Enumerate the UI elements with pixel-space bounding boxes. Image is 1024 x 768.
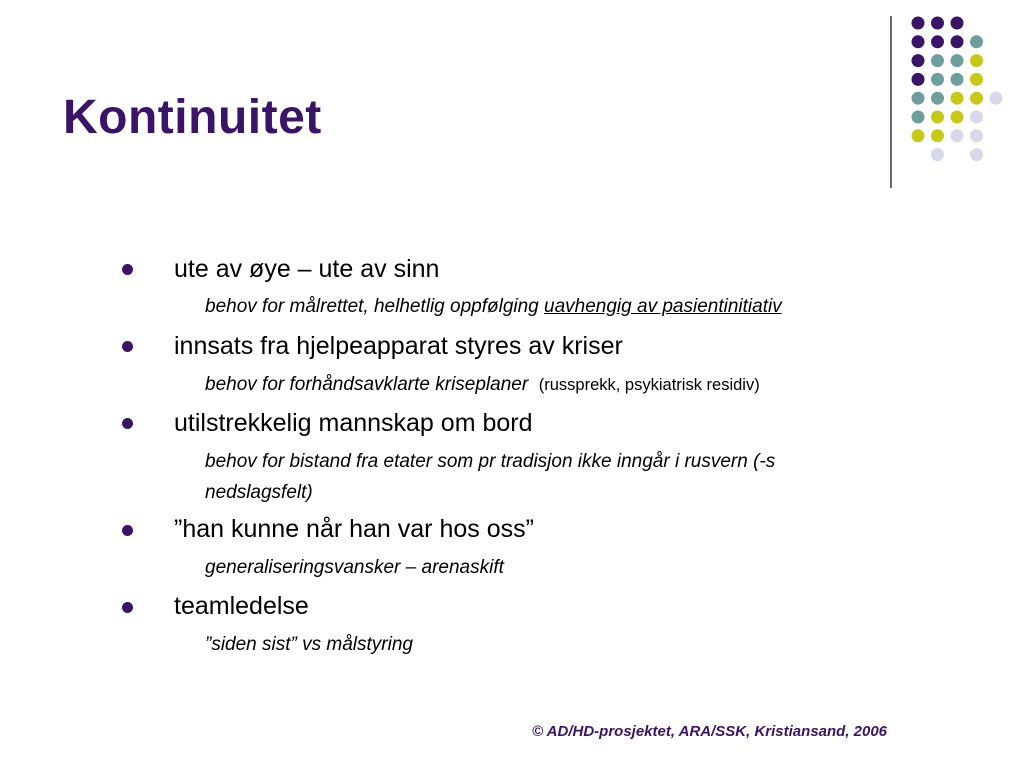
grid-dot [912,35,925,48]
footer-copyright: © AD/HD-prosjektet, ARA/SSK, Kristiansand, 2006 [532,723,888,740]
sub-item-1-underlined: uavhengig av pasientinitiativ [544,296,782,317]
grid-dot [912,129,925,142]
bullet-item-3: utilstrekkelig mannskap om bord [174,409,533,437]
grid-dot [912,17,925,30]
grid-dot [970,73,983,86]
sub-item-2 [205,374,760,397]
grid-dot [931,148,944,161]
slide-title: Kontinuitet [63,91,322,144]
bullet-dot [122,418,133,429]
bullet-dot [122,264,133,275]
sub-item-1 [205,296,782,319]
grid-dot [931,17,944,30]
grid-dot [951,73,964,86]
grid-dot [970,148,983,161]
sub-item-3: behov for bistand fra etater som pr tradisjon ikke inngår i rusvern (-s [205,451,776,472]
grid-dot [912,54,925,67]
grid-dot [951,54,964,67]
grid-dot [951,35,964,48]
grid-dot [970,129,983,142]
grid-dot [931,35,944,48]
grid-dot [970,92,983,105]
bullet-item-1: ute av øye – ute av sinn [174,255,440,283]
bullet-dot [122,525,133,536]
grid-dot [951,17,964,30]
bullet-item-2: innsats fra hjelpeapparat styres av kriser [174,332,623,360]
grid-dot [931,129,944,142]
bullet-item-5: teamledelse [174,592,309,620]
grid-dot [970,54,983,67]
grid-dot [931,92,944,105]
sub-item-1-text: behov for målrettet, helhetlig oppfølging [205,296,545,317]
grid-dot [912,111,925,124]
grid-dot [951,111,964,124]
sub-item-2-text: behov for forhåndsavklarte kriseplaner [205,374,529,395]
vertical-divider [890,16,892,188]
sub-item-5: ”siden sist” vs målstyring [205,634,413,655]
grid-dot [970,35,983,48]
grid-dot [951,129,964,142]
sub-item-4: generaliseringsvansker – arenaskift [205,557,504,578]
sub-item-3-line2: nedslagsfelt) [205,482,313,503]
grid-dot [951,92,964,105]
grid-dot [970,111,983,124]
sub-item-2-note: (russprekk, psykiatrisk residiv) [538,376,760,394]
grid-dot [912,73,925,86]
grid-dot [931,73,944,86]
bullet-item-4: ”han kunne når han var hos oss” [174,515,534,543]
grid-dot [931,54,944,67]
bullet-dot [122,602,133,613]
grid-dot [912,92,925,105]
grid-dot [931,111,944,124]
bullet-dot [122,341,133,352]
dot-grid-icon [0,0,1024,200]
grid-dot [990,92,1003,105]
